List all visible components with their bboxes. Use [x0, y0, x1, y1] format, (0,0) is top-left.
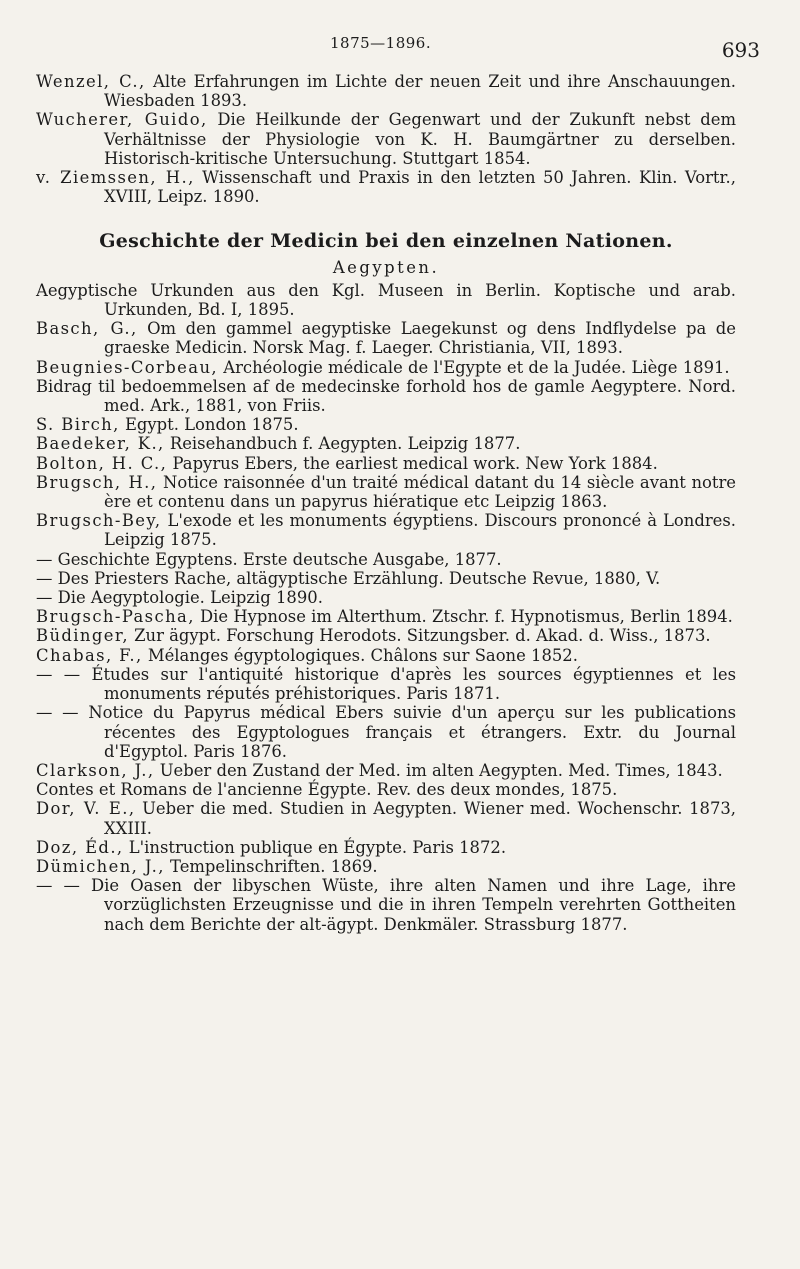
entry-author: — —: [36, 876, 80, 896]
bibliography-entry: [36, 319, 736, 357]
entry-text: Geschichte Egyptens. Erste deutsche Ausgabe, 1877.: [57, 549, 502, 569]
entry-author: Clarkson, J.,: [36, 760, 155, 780]
entry-text: Alte Erfahrungen im Lichte der neuen Zeit und ihre Anschauungen. Wiesbaden 1893.: [104, 72, 736, 111]
bibliography-entry: [36, 281, 736, 319]
entry-author: Doz, Éd.,: [36, 837, 124, 857]
entry-text: Notice du Papyrus médical Ebers suivie d'un aperçu sur les publications récentes des Egyptologues français et étrangers. Extr. du Journal d'Egyptol. Paris 1876.: [88, 703, 736, 761]
bibliography-entry: [36, 665, 736, 703]
entry-author: — —: [36, 664, 81, 684]
bibliography-entry: [36, 626, 736, 645]
entry-author: Dümichen, J.,: [36, 856, 165, 876]
entry-text: Bidrag til bedoemmelsen af de medecinske forhold hos de gamle Aegyptere. Nord. med. Ark., 1881, von Friis.: [36, 376, 736, 416]
bibliography-entry: [36, 761, 736, 780]
entry-text: Die Aegyptologie. Leipzig 1890.: [57, 588, 323, 608]
entry-author: —: [36, 588, 53, 608]
bibliography-entry: [36, 569, 736, 588]
running-head: 1875—1896.: [330, 34, 432, 52]
bibliography-entry: [36, 72, 736, 110]
entry-text: Aegyptische Urkunden aus den Kgl. Museen in Berlin. Koptische und arab. Urkunden, Bd. I, 1895.: [36, 280, 736, 320]
bibliography-entry: [36, 857, 736, 876]
entry-text: Notice raisonnée d'un traité médical datant du 14 siècle avant notre ère et contenu dans un papyrus hiératique etc Leipzig 1863.: [104, 472, 736, 512]
entry-author: Bolton, H. C.,: [36, 453, 168, 473]
page-header: [0, 26, 800, 66]
bibliography-entry: [36, 588, 736, 607]
entry-author: Brugsch-Pascha,: [36, 607, 195, 627]
page-content: [36, 72, 736, 934]
entry-text: L'exode et les monuments égyptiens. Discours prononcé à Londres. Leipzig 1875.: [104, 511, 736, 550]
entry-author: v. Ziemssen, H.,: [36, 168, 195, 188]
bibliography-entry: [36, 876, 736, 934]
subsection-title: Aegypten.: [332, 257, 440, 277]
entries-after: [36, 281, 736, 934]
bibliography-entry: [36, 550, 736, 569]
entry-text: Ueber den Zustand der Med. im alten Aegypten. Med. Times, 1843.: [159, 760, 723, 780]
entry-author: Basch, G.,: [36, 319, 138, 339]
entry-author: Wenzel, C.,: [36, 72, 146, 91]
bibliography-entry: [36, 703, 736, 761]
entry-text: Reisehandbuch f. Aegypten. Leipzig 1877.: [169, 434, 521, 454]
bibliography-entry: [36, 358, 736, 377]
entry-author: S. Birch,: [36, 415, 120, 435]
entry-author: Baedeker, K.,: [36, 434, 165, 454]
entry-text: L'instruction publique en Égypte. Paris 1872.: [128, 837, 507, 857]
entry-text: Mélanges égyptologiques. Châlons sur Saone 1852.: [147, 645, 578, 665]
entry-text: Contes et Romans de l'ancienne Égypte. Rev. des deux mondes, 1875.: [36, 780, 618, 800]
bibliography-entry: [36, 780, 736, 799]
entry-author: Wucherer, Guido,: [36, 110, 208, 130]
entry-author: Chabas, F.,: [36, 645, 143, 665]
bibliography-entry: [36, 168, 736, 206]
bibliography-entry: [36, 454, 736, 473]
entry-text: Die Heilkunde der Gegenwart und der Zukunft nebst dem Verhältnisse der Physiologie von K. H. Baumgärtner zu derselben. Historisch-kritische Untersuchung. Stuttgart 1854.: [104, 110, 737, 168]
entry-author: Dor, V. E.,: [36, 799, 136, 819]
entry-author: Büdinger,: [36, 626, 129, 646]
bibliography-entry: [36, 607, 736, 626]
entry-author: — —: [36, 703, 79, 723]
entry-text: Des Priesters Rache, altägyptische Erzählung. Deutsche Revue, 1880, V.: [57, 568, 661, 588]
bibliography-entry: [36, 799, 736, 837]
entry-text: Zur ägypt. Forschung Herodots. Sitzungsber. d. Akad. d. Wiss., 1873.: [134, 626, 711, 646]
entry-text: Die Hypnose im Alterthum. Ztschr. f. Hypnotismus, Berlin 1894.: [200, 607, 733, 627]
entry-author: Brugsch-Bey,: [36, 511, 162, 531]
entry-text: Wissenschaft und Praxis in den letzten 50 Jahren. Klin. Vortr., XVIII, Leipz. 1890.: [104, 168, 736, 207]
entry-text: Tempelinschriften. 1869.: [170, 856, 378, 876]
bibliography-entry: [36, 377, 736, 415]
entry-text: Om den gammel aegyptiske Laegekunst og dens Indflydelse pa de graeske Medicin. Norsk Mag. f. Laeger. Christiania, VII, 1893.: [104, 319, 736, 358]
entry-author: Brugsch, H.,: [36, 472, 158, 492]
bibliography-entry: [36, 511, 736, 549]
entry-text: Papyrus Ebers, the earliest medical work. New York 1884.: [172, 453, 658, 473]
bibliography-entry: [36, 838, 736, 857]
page-number: 693: [721, 38, 760, 62]
entry-text: Die Oasen der libyschen Wüste, ihre alten Namen und ihre Lage, ihre vorzüglichsten Erzeugnisse und die in ihren Tempeln verehrten Gottheiten nach dem Berichte der alt-ägypt. Denkmäler. Strassburg 1877.: [91, 876, 736, 934]
entry-author: Beugnies-Corbeau,: [36, 357, 219, 377]
entry-author: —: [36, 549, 53, 569]
entry-author: —: [36, 568, 53, 588]
entry-text: Egypt. London 1875.: [124, 415, 299, 435]
bibliography-entry: [36, 434, 736, 453]
bibliography-entry: [36, 646, 736, 665]
entries-before: [36, 72, 736, 206]
bibliography-entry: [36, 473, 736, 511]
entry-text: Ueber die med. Studien in Aegypten. Wiener med. Wochenschr. 1873, XXIII.: [104, 799, 737, 838]
section-title: Geschichte der Medicin bei den einzelnen Nationen.: [99, 230, 673, 253]
bibliography-entry: [36, 110, 736, 168]
entry-text: Études sur l'antiquité historique d'après les sources égyptiennes et les monuments réputés préhistoriques. Paris 1871.: [91, 664, 736, 704]
entry-text: Archéologie médicale de l'Egypte et de la Judée. Liège 1891.: [223, 357, 730, 377]
bibliography-entry: [36, 415, 736, 434]
